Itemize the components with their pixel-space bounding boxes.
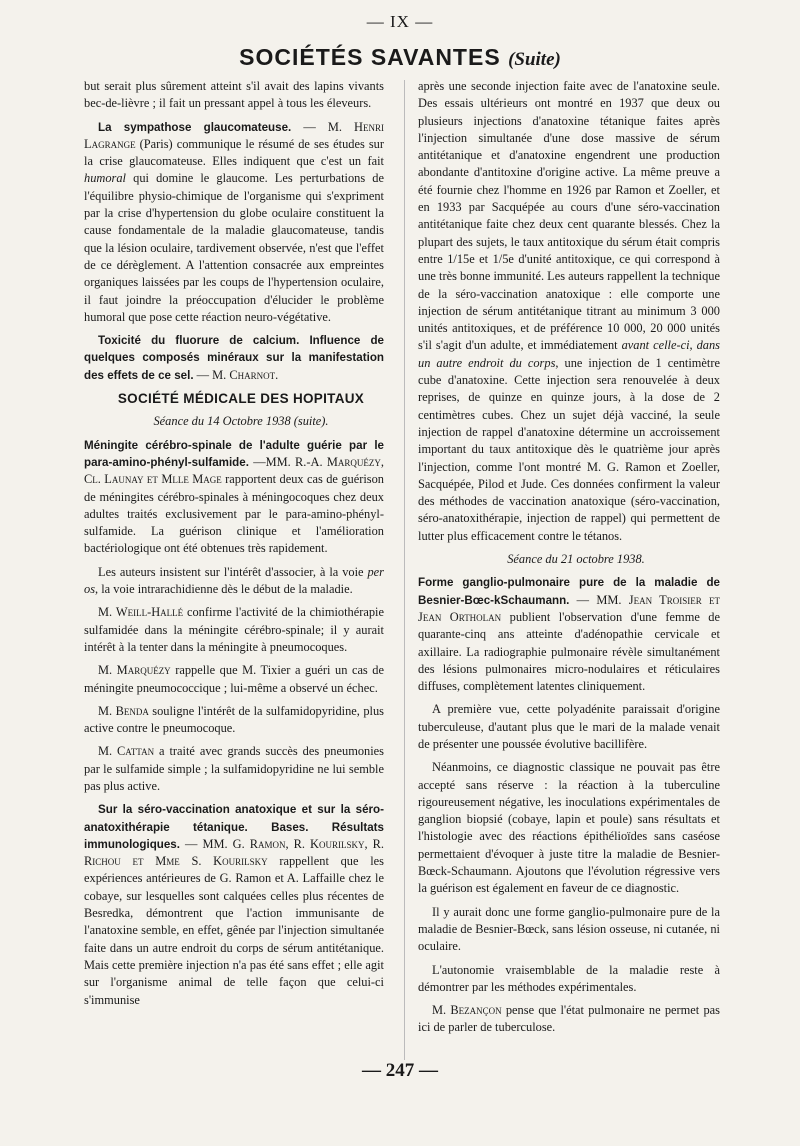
author-name: Bezançon xyxy=(450,1003,502,1018)
author-name: R.-A. Marquézy, Cl. Launay et Mlle Mage xyxy=(84,454,384,487)
paragraph-intro: but serait plus sûrement atteint s'il avait des lapins vivants bec-de-lièvre ; il fait un pressant appel à tous les éleveurs. xyxy=(84,79,384,111)
author-name: Marquézy xyxy=(116,663,171,678)
paragraph-sympathose: La sympathose glaucomateuse. — M. Henri Lagrange (Paris) communique le résumé de ses études sur la crise glaucomateuse. Elles indiquent que c'est un fait humoral qui domine le glaucome. Les perturbations de l'équilibre physio-chimique de l'organisme qui s'expriment par la crise d'hypertension du globe oculaire constituent la cause fondamentale de la maladie glaucomateuse, tandis que la lésion oculaire, tardivement observée, n'est que l'effet de ce dérèglement. A l'attention consacrée aux empreintes organiques laissées par les coups de l'hypertension oculaire, il faut joindre la préoccupation d'élucider le problème humoral que pose cette réaction neuro-végétative. xyxy=(84,119,384,324)
abstract-title: Toxicité du fluorure de calcium. Influence de quelques composés minéraux sur la manifestation des effets de ce sel. xyxy=(84,334,384,382)
session-date: Séance du 14 Octobre 1938 (suite). xyxy=(153,414,329,429)
paragraph-auteurs: Les auteurs insistent sur l'intérêt d'associer, à la voie per os, la voie intrarachidienne dès le début de la maladie. xyxy=(84,564,384,597)
paragraph-sero-vaccination: Sur la séro-vaccination anatoxique et sur la séro-anatoxithérapie tétanique. Bases. Résultats immunologiques. — MM. G. Ramon, R. Kourilsky, R. Richou et Mme S. Kourilsky rappellent que les expériences antérieures de G. Ramon et A. Laffaille chez le cobaye, sur lesquelles sont calquées celles plus récentes de Besredka, démontrent que l'action immunisante de l'anatoxine semble, en effet, gênée par l'injection simultanée faite dans un autre endroit du corps de sérum antitétanique. Mais cette première injection n'a pas été sans effet ; elle agit sur l'organisme animal de telle façon que celui-ci s'immunise xyxy=(84,803,384,1007)
abstract-title: Sur la séro-vaccination anatoxique et sur la séro-anatoxithérapie tétanique. Bases. Résultats immunologiques. xyxy=(84,803,384,851)
abstract-title: Forme ganglio-pulmonaire pure de la maladie de Besnier-Bœc-kSchaumann. xyxy=(418,576,720,607)
paragraph-benda: M. Benda souligne l'intérêt de la sulfamidopyridine, plus active contre le pneumocoque. xyxy=(84,703,384,736)
left-column xyxy=(84,78,384,1015)
running-head-title: SOCIÉTÉS SAVANTES xyxy=(239,44,501,70)
paragraph-premiere-vue: A première vue, cette polyadénite paraissait d'origine tuberculeuse, d'autant plus que le mari de la malade venait de présenter une poussée évolutive bacillifère. xyxy=(418,702,720,751)
paragraph-forme-pure: Il y aurait donc une forme ganglio-pulmonaire pure de la maladie de Besnier-Bœck, sans lésion osseuse, ni cutanée, ni oculaire. xyxy=(418,904,720,954)
paragraph-weill-halle: M. Weill-Hallé confirme l'activité de la chimiothérapie sulfamidée dans la méningite cérébro-spinale; il y aurait intérêt à la tenter dans la méningite à pneumocoques. xyxy=(84,605,384,654)
paragraph-forme-ganglio: Forme ganglio-pulmonaire pure de la maladie de Besnier-Bœc-kSchaumann. — MM. Jean Troisier et Jean Ortholan publient l'observation d'une femme de quarante-cinq ans atteinte d'adénopathie cervicale et axillaire. La radiographie pulmonaire révèle simultanément des lésions pulmonaires micro-nodulaires et réticulaires diffuses, complètement latentes cliniquement. xyxy=(418,576,720,694)
abstract-title: La sympathose glaucomateuse. xyxy=(98,120,292,134)
running-head xyxy=(0,44,800,71)
abstract-title: Méningite cérébro-spinale de l'adulte guérie par le para-amino-phényl-sulfamide. xyxy=(84,438,384,469)
paragraph-autonomie: L'autonomie vraisemblable de la maladie reste à démontrer par les méthodes expérimentales. xyxy=(418,962,720,994)
author-name: Benda xyxy=(115,703,149,718)
author-name: Henri Lagrange xyxy=(84,119,384,151)
paragraph-bezancon: M. Bezançon pense que l'état pulmonaire ne permet pas ici de parler de tuberculose. xyxy=(418,1003,720,1035)
paragraph-toxicite: Toxicité du fluorure de calcium. Influence de quelques composés minéraux sur la manifestation des effets de ce sel. — M. Charnot. xyxy=(84,334,384,382)
right-column xyxy=(418,78,720,1043)
author-name: Weill-Hallé xyxy=(115,605,184,620)
author-name: Cattan xyxy=(117,744,155,759)
paragraph-marquezy: M. Marquézy rappelle que M. Tixier a guéri un cas de méningite pneumococcique ; lui-même a observé un échec. xyxy=(84,663,385,695)
running-head-suite: (Suite) xyxy=(508,49,561,70)
author-name: Charnot xyxy=(229,367,276,382)
author-name: G. Ramon, R. Kourilsky, R. Richou et Mme S. Kourilsky xyxy=(84,836,384,869)
paragraph-meningite: Méningite cérébro-spinale de l'adulte guérie par le para-amino-phényl-sulfamide. —MM. R.-A. Marquézy, Cl. Launay et Mlle Mage rapportent deux cas de guérison de méningites cérébro-spinales à méningocoques chez deux adultes traités exclusivement par le para-amino-phényl-sulfamide. La guérison clinique et l'amélioration bactériologique ont été obtenues très rapidement. xyxy=(84,438,384,556)
paragraph-neanmoins: Néanmoins, ce diagnostic classique ne pouvait pas être accepté sans réserve : la réaction à la tuberculine rigoureusement négative, les inoculations expérimentales de ganglion biopsié (cobaye, lapin et poule) sans résultats et l'histologie avec des réactions épithélioïdes sans caséose permettaient d'évoquer à juste titre la maladie de Besnier-Bœck-Schaumann. Ajoutons que l'évolution régressive vers la guérison est également en faveur de ce diagnostic. xyxy=(418,760,720,896)
page-number: — 247 — xyxy=(362,1060,438,1081)
section-title: SOCIÉTÉ MÉDICALE DES HOPITAUX xyxy=(117,391,365,407)
author-name: Jean Troisier et Jean Ortholan xyxy=(418,592,720,624)
session-date: Séance du 21 octobre 1938. xyxy=(507,552,645,567)
paragraph-continuation: après une seconde injection faite avec de l'anatoxine seule. Des essais ultérieurs ont montré en 1937 que deux ou plusieurs injections d'anatoxine tétanique faites après l'injection simultanée d'une dose massive de sérum antitétanique et d'anatoxine engendrent une production abondante d'antitoxine d'origine active. La même preuve a été fournie chez l'homme en 1926 par Ramon et Zoeller, et en 1933 par Sacquépée au cours d'une séro-vaccination antitétanique faite chez deux cent quarante blessés. Chez la plupart des sujets, le taux antitoxique du sérum était compris entre 1/15e et 1/5e d'unité antitoxique, ce qui correspond à une très bonne immunité. Les auteurs rappellent la technique de la séro-vaccination anatoxique : elle comporte une injection de sérum antitétanique titrant au minimum 3 000 unités antitoxiques, et de préférence 10 000, 20 000 unités s'il s'agit d'un adulte, et immédiatement avant celle-ci, dans un autre endroit du corps, une injection de 1 centimètre cube d'anatoxine. Cette injection sera renouvelée à deux reprises, de quinze en quinze jours, à la dose de 2 centimètres cubes. Chez un sujet déjà vacciné, la seule injection de rappel d'anatoxine détermine un accroissement important du taux antitoxique dès le quatrième jour après l'injection, comme l'ont montré M. G. Ramon et Zoeller, Sacquépée, Pilod et Jude. Ces données confirment la valeur des méthodes de vaccination anatoxique (séro-vaccination, séro-anatoxithérapie, injection de rappel) qui permettent de lutter plus efficacement contre le tétanos. xyxy=(418,79,720,543)
paragraph-cattan: M. Cattan a traité avec grands succès des pneumonies par le sulfamide simple ; la sulfamidopyridine ne lui semble pas plus active. xyxy=(84,744,384,793)
folio-roman-numeral: — IX — xyxy=(366,12,434,31)
column-divider xyxy=(404,80,405,1060)
